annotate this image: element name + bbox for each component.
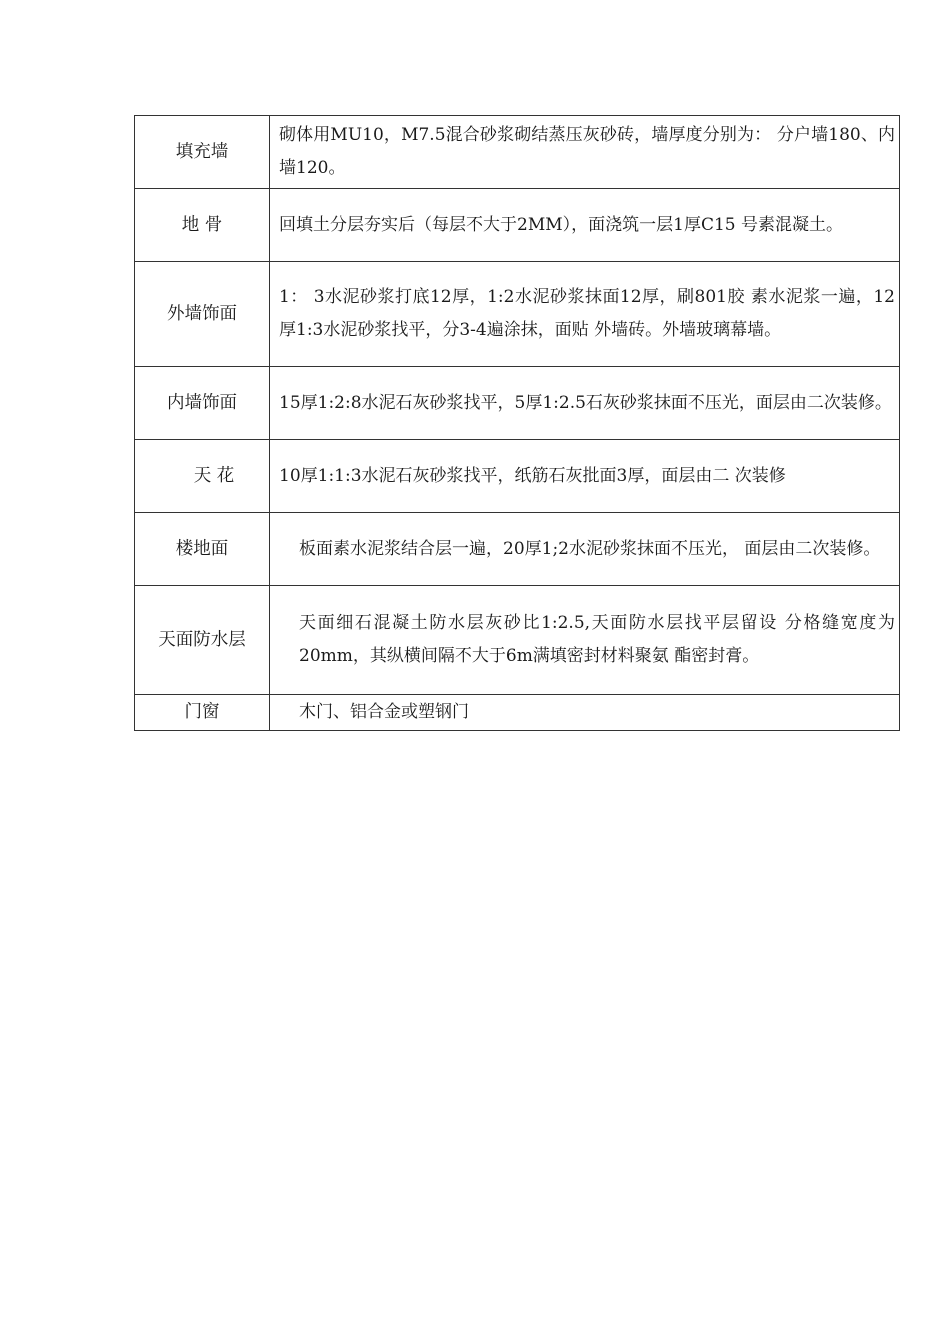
row-label: 楼地面 [135, 513, 270, 586]
row-label: 外墙饰面 [135, 262, 270, 367]
row-description: 15厚1:2:8水泥石灰砂浆找平，5厚1:2.5石灰砂浆抹面不压光，面层由二次装修。 [270, 367, 900, 440]
row-description: 回填土分层夯实后（每层不大于2MM），面浇筑一层1厚C15 号素混凝土。 [270, 189, 900, 262]
table-row [135, 586, 900, 695]
row-label: 内墙饰面 [135, 367, 270, 440]
row-description: 10厚1:1:3水泥石灰砂浆找平，纸筋石灰批面3厚，面层由二 次装修 [270, 440, 900, 513]
row-label: 门窗 [135, 695, 270, 731]
row-description: 板面素水泥浆结合层一遍，20厚1;2水泥砂浆抹面不压光， 面层由二次装修。 [270, 513, 900, 586]
row-label: 天面防水层 [135, 586, 270, 695]
row-label: 地 骨 [135, 189, 270, 262]
row-description: 砌体用MU10，M7.5混合砂浆砌结蒸压灰砂砖，墙厚度分别为： 分户墙180、内墙120。 [270, 116, 900, 189]
table-row [135, 116, 900, 189]
row-description: 天面细石混凝土防水层灰砂比1:2.5,天面防水层找平层留设 分格缝宽度为20mm，其纵横间隔不大于6m满填密封材料聚氨 酯密封膏。 [270, 586, 900, 695]
table-row [135, 262, 900, 367]
table-row [135, 440, 900, 513]
row-description: 1： 3水泥砂浆打底12厚，1:2水泥砂浆抹面12厚，刷801胶 素水泥浆一遍，12厚1:3水泥砂浆找平，分3-4遍涂抹，面贴 外墙砖。外墙玻璃幕墙。 [270, 262, 900, 367]
table-row [135, 189, 900, 262]
construction-spec-table [134, 115, 900, 731]
table-row [135, 695, 900, 731]
table-row [135, 513, 900, 586]
table-row [135, 367, 900, 440]
row-description: 木门、铝合金或塑钢门 [270, 695, 900, 731]
row-label: 填充墙 [135, 116, 270, 189]
row-label: 天 花 [135, 440, 270, 513]
